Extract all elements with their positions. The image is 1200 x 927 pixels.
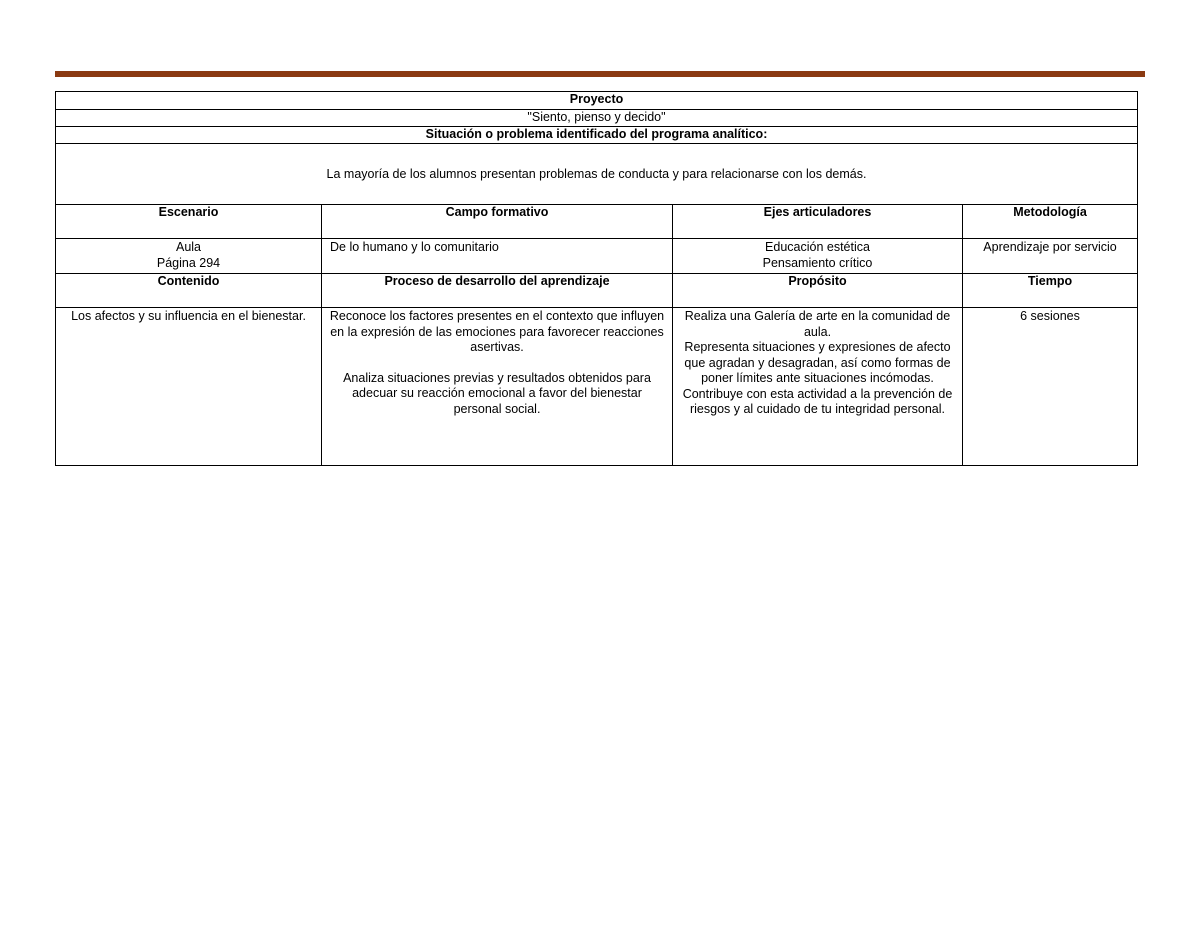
campo-formativo-cell: De lo humano y lo comunitario (322, 239, 673, 274)
proceso-paragraph: Reconoce los factores presentes en el contexto que influyen en la expresión de las emociones para favorecer reacciones asertivas. (329, 309, 665, 354)
tiempo-cell: 6 sesiones (963, 308, 1138, 466)
eje-item: Pensamiento crítico (762, 255, 873, 270)
proceso-cell (322, 308, 673, 466)
proposito-paragraph: Contribuye con esta actividad a la prevención de riesgos y al cuidado de tu integridad personal. (682, 386, 953, 416)
problem-statement: La mayoría de los alumnos presentan problemas de conducta y para relacionarse con los demás. (56, 144, 1138, 205)
header-proceso: Proceso de desarrollo del aprendizaje (322, 274, 673, 308)
escenario-cell (56, 239, 322, 274)
eje-item: Educación estética (765, 240, 870, 254)
proposito-cell (673, 308, 963, 466)
proposito-paragraph: Representa situaciones y expresiones de afecto que agradan y desagradan, así como formas de poner límites ante situaciones incómodas. (684, 340, 951, 385)
ejes-cell (673, 239, 963, 274)
header-tiempo: Tiempo (963, 274, 1138, 308)
header-contenido: Contenido (56, 274, 322, 308)
situation-label: Situación o problema identificado del programa analítico: (56, 127, 1138, 144)
table-title: Proyecto (56, 92, 1138, 110)
header-rule (55, 71, 1145, 77)
escenario-page: Página 294 (156, 255, 221, 270)
project-plan-table (55, 91, 1138, 466)
header-metodologia: Metodología (963, 205, 1138, 239)
header-escenario: Escenario (56, 205, 322, 239)
project-name: "Siento, pienso y decido" (56, 110, 1138, 127)
proceso-paragraph: Analiza situaciones previas y resultados obtenidos para adecuar su reacción emocional a favor del bienestar personal social. (343, 370, 651, 416)
contenido-cell: Los afectos y su influencia en el bienestar. (56, 308, 322, 466)
header-proposito: Propósito (673, 274, 963, 308)
escenario-line: Aula (175, 240, 202, 254)
header-ejes: Ejes articuladores (673, 205, 963, 239)
metodologia-cell: Aprendizaje por servicio (963, 239, 1138, 274)
proposito-paragraph: Realiza una Galería de arte en la comunidad de aula. (684, 309, 951, 339)
header-campo-formativo: Campo formativo (322, 205, 673, 239)
